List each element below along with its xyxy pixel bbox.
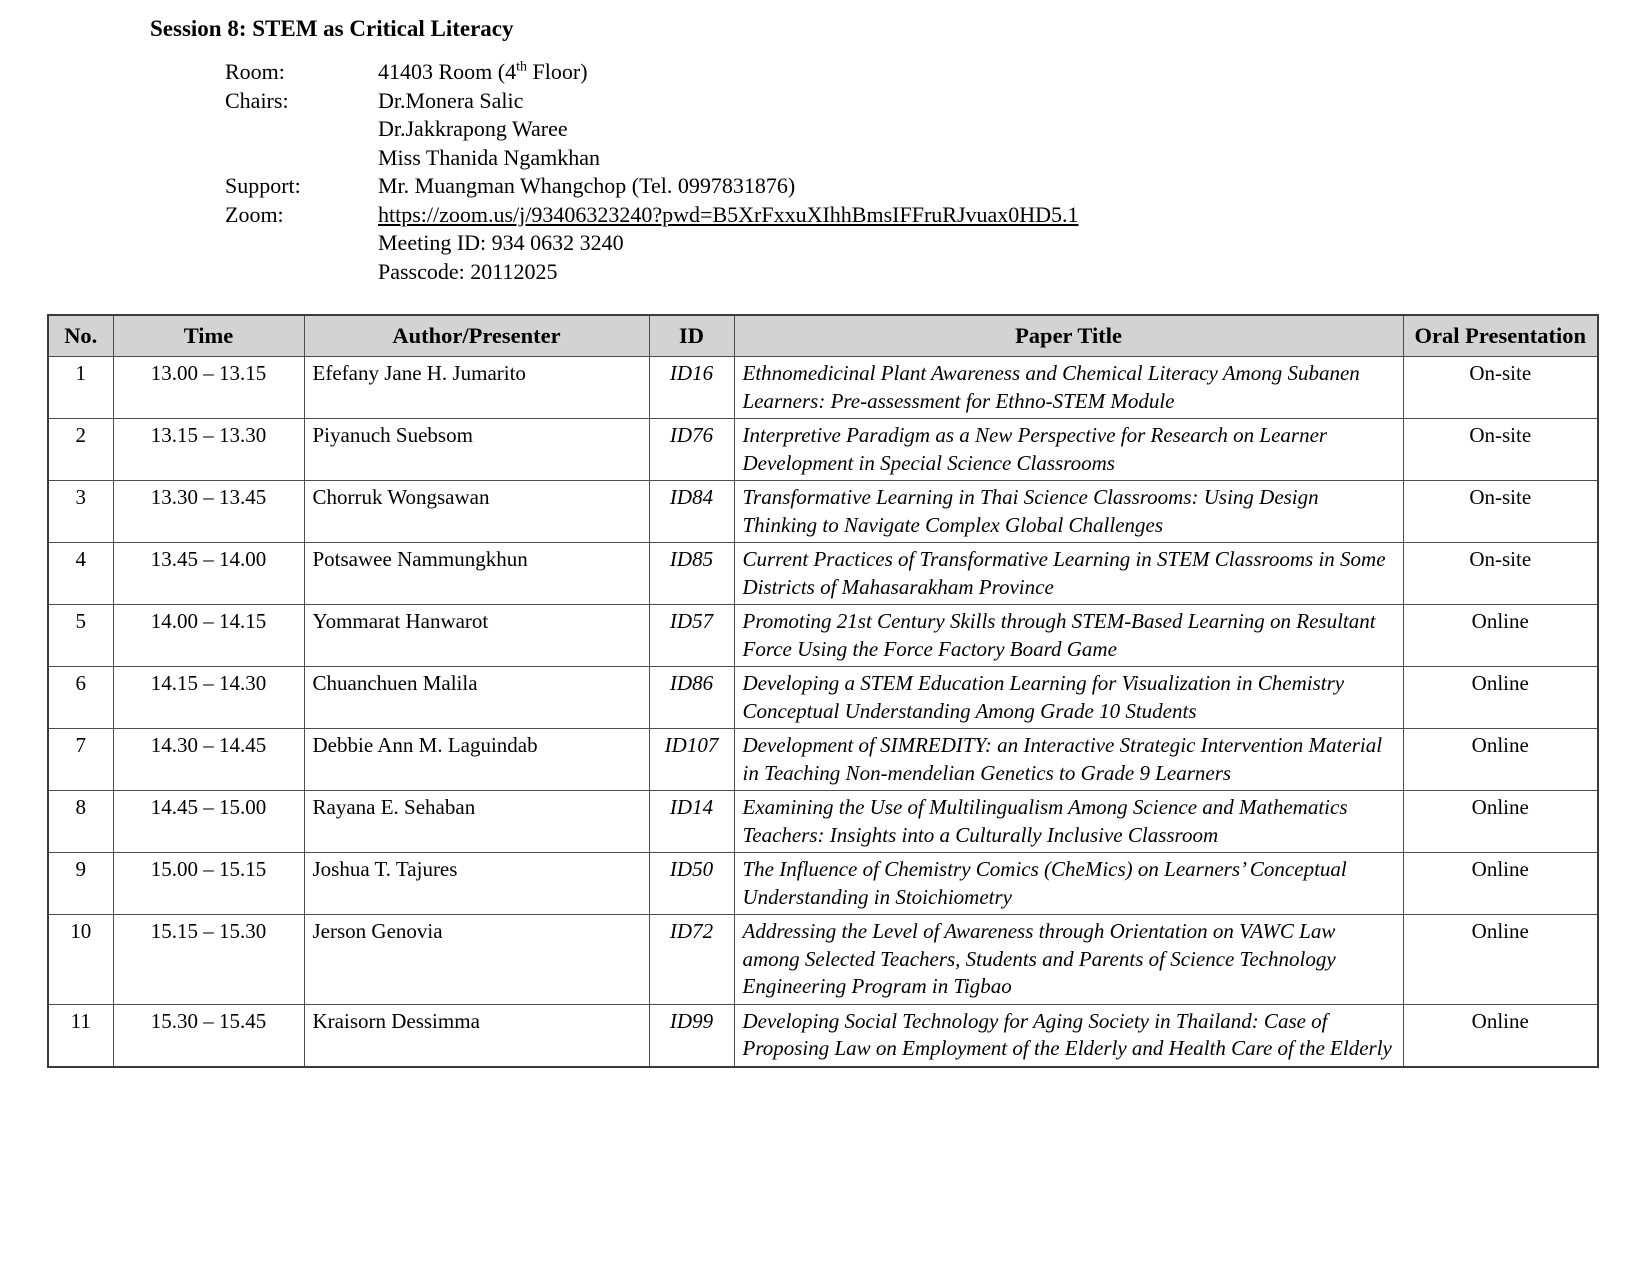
table-row: [48, 543, 1598, 605]
cell-paper-id: ID86: [649, 667, 734, 729]
spacer: [225, 229, 378, 258]
cell-paper-title: Ethnomedicinal Plant Awareness and Chemical Literacy Among Subanen Learners: Pre-assessment for Ethno-STEM Module: [734, 357, 1403, 419]
cell-paper-id: ID84: [649, 481, 734, 543]
zoom-label: Zoom:: [225, 201, 284, 227]
header-id: ID: [649, 315, 734, 357]
spacer: [225, 258, 378, 287]
table-row: [48, 915, 1598, 1005]
cell-presentation-mode: On-site: [1403, 357, 1598, 419]
cell-paper-id: ID107: [649, 729, 734, 791]
table-row: [48, 791, 1598, 853]
document-header: [150, 16, 1550, 286]
cell-author: Chuanchuen Malila: [304, 667, 649, 729]
cell-time: 14.30 – 14.45: [113, 729, 304, 791]
cell-no: 5: [48, 605, 113, 667]
support-label: Support:: [225, 173, 301, 198]
schedule-table-body: [48, 357, 1598, 1067]
cell-paper-id: ID76: [649, 419, 734, 481]
cell-paper-title: Interpretive Paradigm as a New Perspective for Research on Learner Development in Special Science Classrooms: [734, 419, 1403, 481]
cell-no: 11: [48, 1004, 113, 1067]
table-row: [48, 853, 1598, 915]
chair-name: Miss Thanida Ngamkhan: [378, 144, 601, 170]
session-title: Session 8: STEM as Critical Literacy: [150, 16, 514, 41]
cell-paper-title: Developing a STEM Education Learning for Visualization in Chemistry Conceptual Understanding Among Grade 10 Students: [734, 667, 1403, 729]
cell-no: 4: [48, 543, 113, 605]
meeting-id: Meeting ID: 934 0632 3240: [378, 230, 624, 255]
cell-presentation-mode: Online: [1403, 853, 1598, 915]
cell-presentation-mode: Online: [1403, 1004, 1598, 1067]
cell-time: 14.15 – 14.30: [113, 667, 304, 729]
cell-time: 15.15 – 15.30: [113, 915, 304, 1005]
cell-author: Jerson Genovia: [304, 915, 649, 1005]
cell-no: 8: [48, 791, 113, 853]
table-row: [48, 481, 1598, 543]
cell-author: Joshua T. Tajures: [304, 853, 649, 915]
room-value-prefix: 41403 Room (4: [378, 59, 517, 84]
cell-no: 7: [48, 729, 113, 791]
cell-no: 3: [48, 481, 113, 543]
cell-time: 13.00 – 13.15: [113, 357, 304, 419]
room-label: Room:: [225, 59, 285, 84]
cell-time: 14.00 – 14.15: [113, 605, 304, 667]
cell-author: Chorruk Wongsawan: [304, 481, 649, 543]
header-oral-presentation: Oral Presentation: [1403, 315, 1598, 357]
cell-paper-title: Examining the Use of Multilingualism Among Science and Mathematics Teachers: Insights into a Culturally Inclusive Classroom: [734, 791, 1403, 853]
cell-no: 10: [48, 915, 113, 1005]
cell-no: 6: [48, 667, 113, 729]
cell-no: 2: [48, 419, 113, 481]
cell-author: Efefany Jane H. Jumarito: [304, 357, 649, 419]
cell-paper-id: ID85: [649, 543, 734, 605]
cell-author: Potsawee Nammungkhun: [304, 543, 649, 605]
session-info-block: [225, 58, 1550, 286]
header-no: No.: [48, 315, 113, 357]
cell-presentation-mode: Online: [1403, 729, 1598, 791]
chairs-label: Chairs:: [225, 87, 289, 113]
cell-paper-id: ID14: [649, 791, 734, 853]
cell-author: Yommarat Hanwarot: [304, 605, 649, 667]
table-row: [48, 667, 1598, 729]
cell-paper-id: ID50: [649, 853, 734, 915]
cell-presentation-mode: On-site: [1403, 419, 1598, 481]
room-value-ordinal: th: [516, 59, 528, 75]
cell-paper-id: ID57: [649, 605, 734, 667]
table-row: [48, 357, 1598, 419]
cell-paper-title: Addressing the Level of Awareness through Orientation on VAWC Law among Selected Teachers, Students and Parents of Science Technology Engineering Program in Tigbao: [734, 915, 1403, 1005]
cell-paper-id: ID16: [649, 357, 734, 419]
table-row: [48, 729, 1598, 791]
spacer: [225, 115, 378, 144]
header-time: Time: [113, 315, 304, 357]
header-author-presenter: Author/Presenter: [304, 315, 649, 357]
cell-no: 1: [48, 357, 113, 419]
cell-time: 13.30 – 13.45: [113, 481, 304, 543]
cell-paper-title: Current Practices of Transformative Learning in STEM Classrooms in Some Districts of Mahasarakham Province: [734, 543, 1403, 605]
cell-paper-title: The Influence of Chemistry Comics (CheMics) on Learners’ Conceptual Understanding in Stoichiometry: [734, 853, 1403, 915]
cell-author: Kraisorn Dessimma: [304, 1004, 649, 1067]
cell-presentation-mode: Online: [1403, 667, 1598, 729]
chair-name: Dr.Jakkrapong Waree: [378, 116, 568, 141]
spacer: [225, 144, 378, 173]
zoom-meeting-link[interactable]: https://zoom.us/j/93406323240?pwd=B5XrFxxuXIhhBmsIFFruRJvuax0HD5.1: [378, 201, 1079, 227]
cell-time: 15.00 – 15.15: [113, 853, 304, 915]
cell-paper-id: ID99: [649, 1004, 734, 1067]
cell-time: 13.45 – 14.00: [113, 543, 304, 605]
cell-author: Debbie Ann M. Laguindab: [304, 729, 649, 791]
cell-paper-title: Promoting 21st Century Skills through STEM-Based Learning on Resultant Force Using the Force Factory Board Game: [734, 605, 1403, 667]
cell-paper-title: Transformative Learning in Thai Science Classrooms: Using Design Thinking to Navigate Complex Global Challenges: [734, 481, 1403, 543]
room-value: [378, 58, 1550, 87]
room-value-suffix: Floor): [527, 59, 588, 84]
header-paper-title: Paper Title: [734, 315, 1403, 357]
table-header-row: [48, 315, 1598, 357]
cell-author: Rayana E. Sehaban: [304, 791, 649, 853]
table-row: [48, 605, 1598, 667]
cell-paper-title: Developing Social Technology for Aging Society in Thailand: Case of Proposing Law on Employment of the Elderly and Health Care of the Elderly: [734, 1004, 1403, 1067]
cell-presentation-mode: On-site: [1403, 543, 1598, 605]
cell-paper-id: ID72: [649, 915, 734, 1005]
passcode: Passcode: 20112025: [378, 258, 558, 284]
support-value: Mr. Muangman Whangchop (Tel. 0997831876): [378, 173, 796, 198]
cell-no: 9: [48, 853, 113, 915]
chair-name: Dr.Monera Salic: [378, 87, 524, 113]
cell-presentation-mode: On-site: [1403, 481, 1598, 543]
cell-time: 13.15 – 13.30: [113, 419, 304, 481]
table-row: [48, 1004, 1598, 1067]
cell-time: 15.30 – 15.45: [113, 1004, 304, 1067]
cell-time: 14.45 – 15.00: [113, 791, 304, 853]
cell-presentation-mode: Online: [1403, 605, 1598, 667]
cell-presentation-mode: Online: [1403, 791, 1598, 853]
table-row: [48, 419, 1598, 481]
cell-author: Piyanuch Suebsom: [304, 419, 649, 481]
cell-presentation-mode: Online: [1403, 915, 1598, 1005]
schedule-table: [47, 314, 1599, 1068]
cell-paper-title: Development of SIMREDITY: an Interactive Strategic Intervention Material in Teaching Non-mendelian Genetics to Grade 9 Learners: [734, 729, 1403, 791]
